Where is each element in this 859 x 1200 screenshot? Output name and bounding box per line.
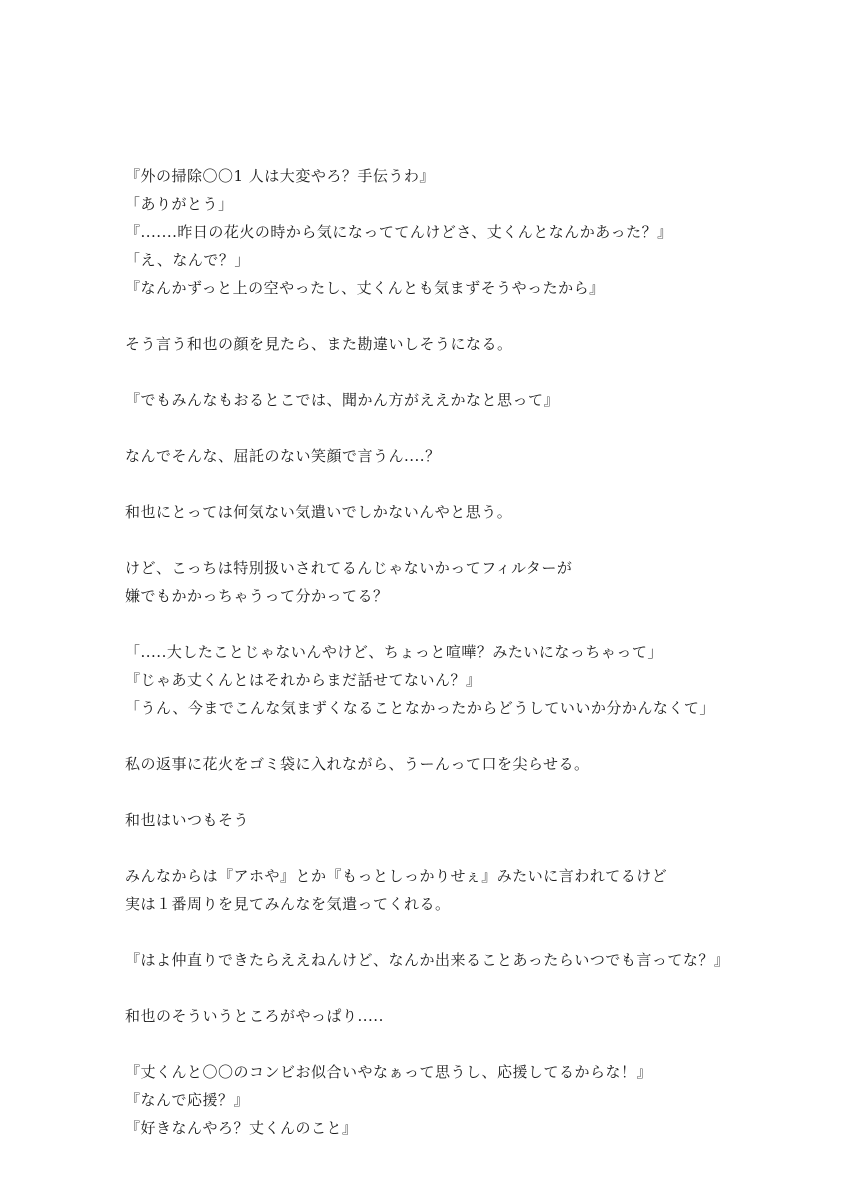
text-line: なんでそんな、屈託のない笑顔で言うん....？: [125, 447, 441, 465]
text-line: 『じゃあ丈くんとはそれからまだ話せてないん？』: [125, 671, 482, 689]
blank-line: [125, 722, 825, 750]
blank-line: [125, 918, 825, 946]
blank-line: [125, 974, 825, 1002]
text-line: 「.....大したことじゃないんやけど、ちょっと喧嘩？みたいになっちゃって」: [125, 643, 663, 661]
text-line: 『なんかずっと上の空やったし、丈くんとも気まずそうやったから』: [125, 279, 605, 297]
text-line: 『丈くんと〇〇のコンビお似合いやなぁって思うし、応援してるからな！』: [125, 1063, 653, 1081]
text-line: 『外の掃除〇〇1 人は大変やろ？手伝うわ』: [125, 167, 435, 185]
text-line: 『なんで応援？』: [125, 1091, 250, 1109]
text-line: 和也はいつもそう: [125, 811, 250, 829]
text-line: けど、こっちは特別扱いされてるんじゃないかってフィルターが: [125, 559, 573, 577]
text-line: 『好きなんやろ？丈くんのこと』: [125, 1119, 358, 1137]
text-line: 「うん、今までこんな気まずくなることなかったからどうしていいか分かんなくて」: [125, 699, 715, 717]
blank-line: [125, 358, 825, 386]
text-line: 「ありがとう」: [125, 195, 234, 213]
text-line: 『でもみんなもおるとこでは、聞かん方がええかなと思って』: [125, 391, 560, 409]
blank-line: [125, 414, 825, 442]
blank-line: [125, 470, 825, 498]
blank-line: [125, 778, 825, 806]
blank-line: [125, 302, 825, 330]
blank-line: [125, 610, 825, 638]
text-line: 『.......昨日の花火の時から気になっててんけどさ、丈くんとなんかあった？』: [125, 223, 673, 241]
text-line: 『はよ仲直りできたらええねんけど、なんか出来ることあったらいつでも言ってな？』: [125, 951, 730, 969]
text-line: 実は１番周りを見てみんなを気遣ってくれる。: [125, 895, 451, 913]
text-line: 和也のそういうところがやっぱり.....: [125, 1007, 384, 1025]
story-text: [125, 162, 825, 1142]
blank-line: [125, 834, 825, 862]
blank-line: [125, 1030, 825, 1058]
blank-line: [125, 526, 825, 554]
text-line: 嫌でもかかっちゃうって分かってる？: [125, 587, 389, 605]
text-line: 「え、なんで？」: [125, 251, 250, 269]
text-line: みんなからは『アホや』とか『もっとしっかりせぇ』みたいに言われてるけど: [125, 867, 668, 885]
text-line: そう言う和也の顔を見たら、また勘違いしそうになる。: [125, 335, 513, 353]
text-line: 和也にとっては何気ない気遣いでしかないんやと思う。: [125, 503, 513, 521]
text-line: 私の返事に花火をゴミ袋に入れながら、うーんって口を尖らせる。: [125, 755, 590, 773]
